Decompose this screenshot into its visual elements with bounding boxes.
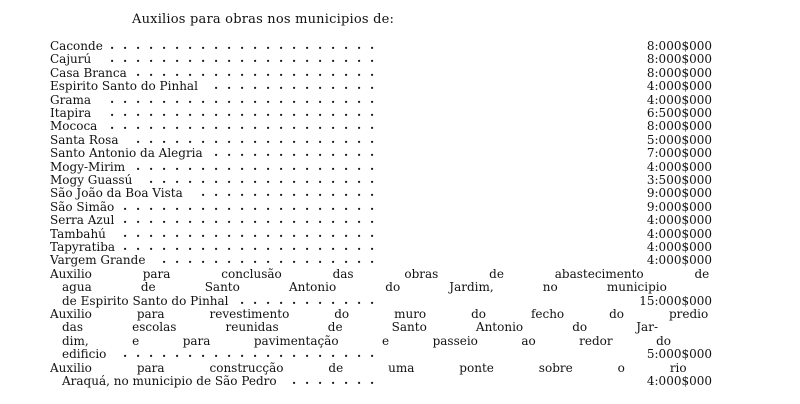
list-item: Serra Azul 4:000$000 . . . . . . . . . . . . . . . . . . . .	[50, 212, 712, 228]
paragraph-amount-row: 4:000$000 . . . . . . .	[292, 373, 712, 388]
amount-value: 15:000$000	[639, 293, 712, 308]
amount-value: 9:000$000	[646, 199, 712, 214]
list-item: Tambahú 4:000$000 . . . . . . . . . . . . . . . . . . . .	[50, 225, 712, 241]
amount-value: 6:500$000	[646, 106, 712, 120]
list-item: Vargem Grande 4:000$000 . . . . . . . . . . . . . . . . .	[50, 252, 712, 268]
municipio-name: Mogy Guassú	[50, 173, 133, 187]
paragraph-line: agua de Santo Antonio do Jardim, no municipio	[62, 280, 667, 295]
municipio-name: Cajurú	[50, 52, 92, 67]
municipio-name: Santa Rosa	[50, 132, 119, 147]
paragraph-line: edificio	[62, 347, 107, 362]
list-item: Santo Antonio da Alegria 7:000$000 . . . . . . . . . . . . .	[50, 145, 712, 161]
list-item: Cajurú 8:000$000 . . . . . . . . . . . . . . . . . . . . .	[50, 51, 712, 67]
municipio-name: Santo Antonio da Alegria	[50, 146, 203, 161]
list-item: São João da Boa Vista 9:000$000 . . . . . . . . . . . . . .	[50, 185, 712, 201]
amount-value: 8:000$000	[646, 65, 712, 80]
municipio-name: Tapyratiba	[50, 240, 116, 254]
paragraph-line: Auxilio para revestimento do muro do fecho do predio	[50, 307, 709, 321]
paragraph-line: Auxilio para construcção de uma ponte sobre o rio	[50, 360, 687, 375]
municipio-name: Mococa	[50, 119, 98, 134]
amount-value: 4:000$000	[646, 92, 712, 107]
list-item: Grama 4:000$000 . . . . . . . . . . . . . . . . . . . . .	[50, 91, 712, 107]
list-item: Casa Branca 8:000$000 . . . . . . . . . . . . . . . . . . .	[50, 64, 712, 80]
municipio-name: Itapira	[50, 106, 92, 120]
list-item: Mogy Guassú 3:500$000 . . . . . . . . . . . . . . . . . .	[50, 172, 712, 187]
amount-value: 4:000$000	[646, 79, 712, 94]
municipio-name: Vargem Grande	[50, 253, 146, 268]
amount-value: 4:000$000	[646, 240, 712, 254]
amount-value: 9:000$000	[646, 186, 712, 201]
amount-value: 4:000$000	[646, 213, 712, 228]
paragraph-line: dim, e para pavimentação e passeio ao redor do	[62, 333, 671, 348]
paragraph-amount-row: 15:000$000 . . . . . . . . . . .	[240, 292, 712, 308]
municipio-name: São João da Boa Vista	[50, 186, 183, 201]
list-item: Santa Rosa 5:000$000 . . . . . . . . . . . . . . . . . . .	[50, 131, 712, 147]
list-item: Mogy-Mirim 4:000$000 . . . . . . . . . . . . . . . . . . .	[50, 158, 712, 174]
amount-value: 8:000$000	[646, 52, 712, 67]
municipio-name: Mogy-Mirim	[50, 159, 126, 174]
municipio-name: Grama	[50, 92, 92, 107]
amount-value: 5:000$000	[646, 132, 712, 147]
amount-value: 4:000$000	[646, 253, 712, 268]
paragraph-line: Araquá, no municipio de São Pedro	[62, 374, 277, 388]
list-item: São Simão 9:000$000 . . . . . . . . . . . . . . . . . . . .	[50, 198, 712, 214]
list-item: Espirito Santo do Pinhal 4:000$000 . . . . . . . . . . . . .	[50, 78, 712, 94]
paragraph-line: Auxilio para conclusão das obras de abastecimento de	[50, 266, 710, 281]
section-heading: Auxilios para obras nos municipios de:	[132, 12, 395, 27]
list-item: Caconde 8:000$000 . . . . . . . . . . . . . . . . . . . . .	[50, 38, 712, 53]
amount-value: 5:000$000	[646, 347, 712, 362]
amount-value: 8:000$000	[646, 119, 712, 134]
paragraph-line: das escolas reunidas de Santo Antonio do Jar-	[62, 320, 659, 335]
paragraph-amount-row: 5:000$000 . . . . . . . . . . . . . . . . . . . .	[123, 346, 712, 362]
list-item: Itapira 6:500$000 . . . . . . . . . . . . . . . . . . . . .	[50, 105, 712, 120]
amount-value: 4:000$000	[646, 374, 712, 388]
list-item: Mococa 8:000$000 . . . . . . . . . . . . . . . . . . . . .	[50, 118, 712, 134]
municipio-name: Tambahú	[50, 226, 106, 241]
municipio-name: Caconde	[50, 39, 103, 53]
municipio-name: Casa Branca	[50, 65, 127, 80]
amount-value: 4:000$000	[646, 159, 712, 174]
paragraph-line: de Espirito Santo do Pinhal	[62, 293, 229, 308]
amount-value: 7:000$000	[646, 146, 712, 161]
amount-value: 8:000$000	[646, 39, 712, 53]
municipio-name: São Simão	[50, 199, 115, 214]
amount-value: 3:500$000	[646, 173, 712, 187]
municipio-name: Espirito Santo do Pinhal	[50, 79, 198, 94]
municipio-name: Serra Azul	[50, 213, 115, 228]
list-item: Tapyratiba 4:000$000 . . . . . . . . . . . . . . . . . . . .	[50, 239, 712, 254]
amount-value: 4:000$000	[646, 226, 712, 241]
